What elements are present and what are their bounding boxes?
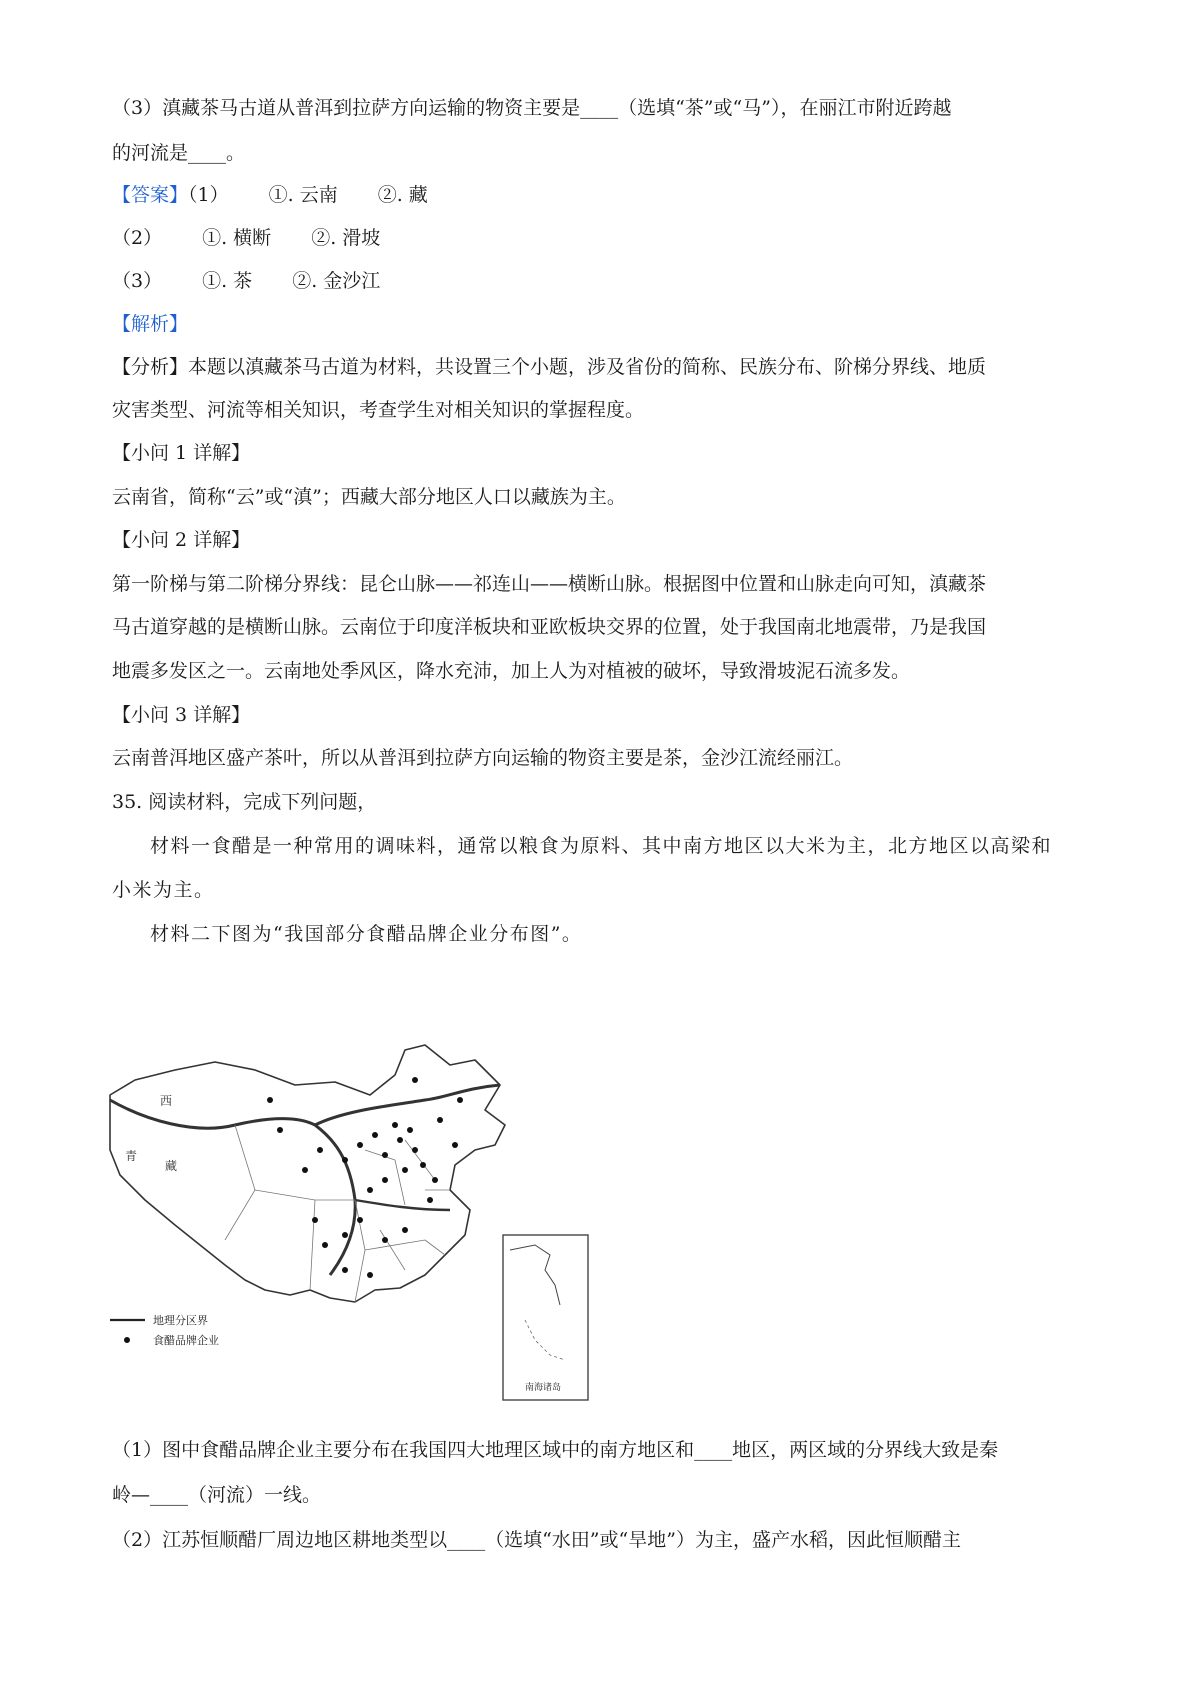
inset-label: 南海诸岛 (525, 1383, 562, 1393)
answer-r2-a: ①. 横断 (202, 227, 272, 249)
answer-tag: 【答案】 (112, 184, 189, 206)
q34-part3-line2: 的河流是____。 (112, 142, 246, 164)
svg-text:藏: 藏 (165, 1159, 178, 1173)
vinegar-enterprise-map (105, 1040, 665, 1415)
analysis-q2-heading: 【小问 2 详解】 (112, 529, 251, 551)
analysis-q1-heading: 【小问 1 详解】 (112, 442, 251, 464)
analysis-intro-line2: 灾害类型、河流等相关知识，考查学生对相关知识的掌握程度。 (112, 399, 645, 421)
south-china-sea-inset (503, 1235, 588, 1400)
q35-part1-line1: （1）图中食醋品牌企业主要分布在我国四大地理区域中的南方地区和____地区，两区域的分界线大致是秦 (112, 1439, 999, 1461)
analysis-intro-line1: 【分析】本题以滇藏茶马古道为材料，共设置三个小题，涉及省份的简称、民族分布、阶梯分界线、地质 (112, 356, 987, 378)
answer-r2-b: ②. 滑坡 (311, 227, 381, 249)
answer-row-2 (112, 226, 1092, 250)
q35-stem: 35. 阅读材料，完成下列问题， (112, 791, 377, 813)
q35-material1-line2: 小米为主。 (112, 879, 215, 901)
analysis-q2-line3: 地震多发区之一。云南地处季风区，降水充沛，加上人为对植被的破坏，导致滑坡泥石流多发。 (112, 660, 911, 682)
q34-part3-line1: （3）滇藏茶马古道从普洱到拉萨方向运输的物资主要是____（选填“茶”或“马”），在丽江市附近跨越 (112, 97, 952, 119)
answer-r1-b: ②. 藏 (377, 184, 428, 206)
legend-dot-symbol (124, 1337, 130, 1343)
region-boundary-line (110, 1100, 355, 1275)
vinegar-enterprise-dots (267, 1077, 463, 1278)
svg-text:西: 西 (160, 1094, 173, 1108)
q35-material2: 材料二下图为“我国部分食醋品牌企业分布图”。 (150, 923, 583, 945)
answer-row-3 (112, 269, 1092, 293)
q35-material1-line1: 材料一食醋是一种常用的调味料，通常以粮食为原料、其中南方地区以大米为主，北方地区以高梁和 (150, 835, 1053, 857)
svg-text:青: 青 (125, 1149, 138, 1163)
answer-row-1 (112, 183, 1092, 207)
analysis-q2-line2: 马古道穿越的是横断山脉。云南位于印度洋板块和亚欧板块交界的位置，处于我国南北地震带，乃是我国 (112, 616, 987, 638)
analysis-tag: 【解析】 (112, 313, 189, 335)
answer-r2-num: （2） (112, 227, 163, 249)
answer-r1-num: （1） (188, 184, 229, 206)
legend-enterprise-label: 食醋品牌企业 (153, 1334, 219, 1347)
analysis-q3-text: 云南普洱地区盛产茶叶，所以从普洱到拉萨方向运输的物资主要是茶，金沙江流经丽江。 (112, 747, 854, 769)
china-outline (110, 1045, 505, 1302)
analysis-q1-text: 云南省，简称“云”或“滇”；西藏大部分地区人口以藏族为主。 (112, 486, 626, 508)
legend-boundary-label: 地理分区界 (153, 1314, 208, 1327)
answer-r3-num: （3） (112, 270, 163, 292)
analysis-q3-heading: 【小问 3 详解】 (112, 704, 251, 726)
answer-r3-b: ②. 金沙江 (292, 270, 381, 292)
answer-r1-a: ①. 云南 (268, 184, 338, 206)
answer-r3-a: ①. 茶 (202, 270, 253, 292)
analysis-q2-line1: 第一阶梯与第二阶梯分界线：昆仑山脉——祁连山——横断山脉。根据图中位置和山脉走向可知，滇藏茶 (112, 573, 987, 595)
q35-part1-line2: 岭—____（河流）一线。 (112, 1484, 322, 1506)
q35-part2-line1: （2）江苏恒顺醋厂周边地区耕地类型以____（选填“水田”或“旱地”）为主，盛产水稻，因此恒顺醋主 (112, 1529, 961, 1551)
